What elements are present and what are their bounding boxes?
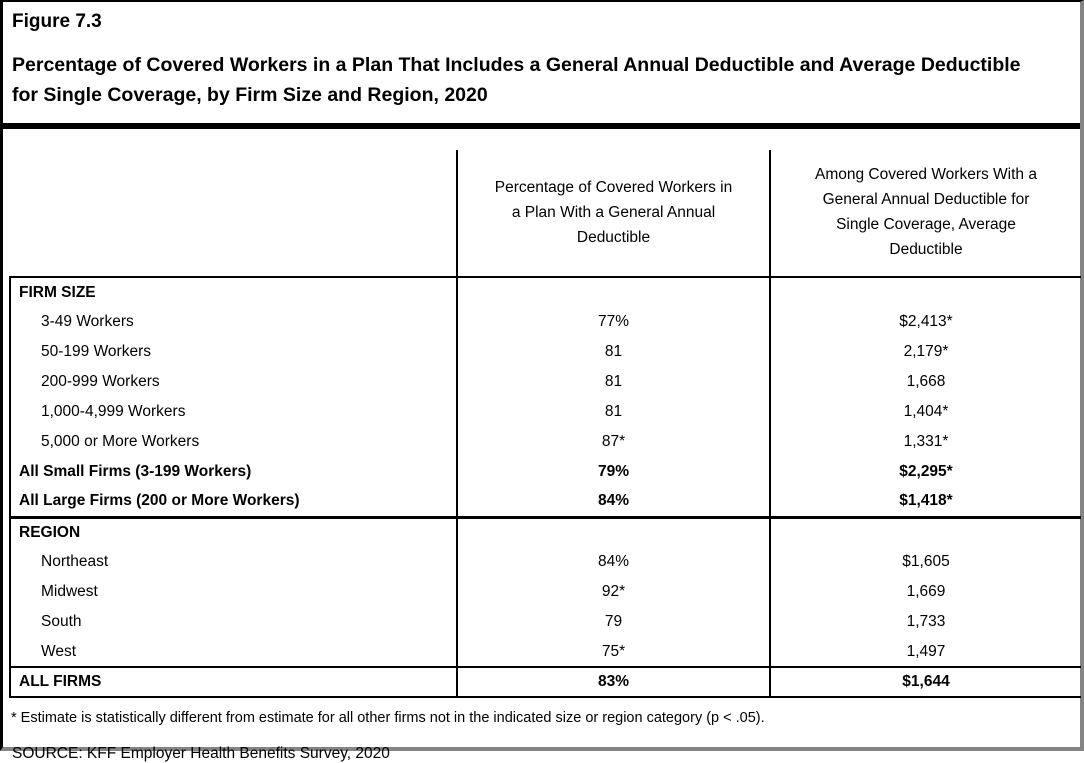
pct-value bbox=[457, 277, 770, 307]
row-label: 1,000-4,999 Workers bbox=[10, 397, 457, 427]
avg-value: 1,733 bbox=[770, 607, 1081, 637]
pct-value: 75* bbox=[457, 637, 770, 667]
avg-value: 1,404* bbox=[770, 397, 1081, 427]
avg-value: $2,413* bbox=[770, 307, 1081, 337]
pct-value: 79% bbox=[457, 457, 770, 487]
avg-value bbox=[770, 517, 1081, 547]
table-row-50-199-workers bbox=[10, 337, 1081, 367]
table-body bbox=[10, 277, 1081, 697]
table-row-200-999-workers bbox=[10, 367, 1081, 397]
title-block bbox=[3, 2, 1080, 110]
row-label: All Large Firms (200 or More Workers) bbox=[10, 487, 457, 517]
pct-value: 81 bbox=[457, 367, 770, 397]
pct-value: 87* bbox=[457, 427, 770, 457]
statistical-footnote: * Estimate is statistically different from estimate for all other firms not in the indicated size or region category (p < .05). bbox=[11, 710, 765, 726]
figure-title: Percentage of Covered Workers in a Plan That Includes a General Annual Deductible and Average Deductible for Single Coverage, by Firm Size and Region, 2020 bbox=[12, 54, 1021, 106]
deductible-table bbox=[9, 150, 1081, 698]
table-row-west bbox=[10, 637, 1081, 667]
row-label: ALL FIRMS bbox=[10, 667, 457, 697]
figure-number: Figure 7.3 bbox=[12, 11, 102, 32]
row-label: 200-999 Workers bbox=[10, 367, 457, 397]
pct-value: 84% bbox=[457, 547, 770, 577]
pct-value: 92* bbox=[457, 577, 770, 607]
header-category-cell bbox=[10, 150, 457, 277]
table-row-midwest bbox=[10, 577, 1081, 607]
table-row-all-small-firms bbox=[10, 457, 1081, 487]
row-label: REGION bbox=[10, 517, 457, 547]
row-label: West bbox=[10, 637, 457, 667]
table-header bbox=[10, 150, 1081, 277]
avg-value: 1,497 bbox=[770, 637, 1081, 667]
row-label: Northeast bbox=[10, 547, 457, 577]
table-row-all-firms bbox=[10, 667, 1081, 697]
avg-value: 1,668 bbox=[770, 367, 1081, 397]
table-row-region bbox=[10, 517, 1081, 547]
header-pct-cell: Percentage of Covered Workers in a Plan With a General Annual Deductible bbox=[457, 150, 770, 277]
title-divider-rule bbox=[3, 123, 1080, 129]
row-label: 5,000 or More Workers bbox=[10, 427, 457, 457]
table-row-firm-size bbox=[10, 277, 1081, 307]
table-row-all-large-firms bbox=[10, 487, 1081, 517]
row-label: Midwest bbox=[10, 577, 457, 607]
avg-value: 2,179* bbox=[770, 337, 1081, 367]
header-row bbox=[10, 150, 1081, 277]
avg-value: 1,331* bbox=[770, 427, 1081, 457]
row-label: South bbox=[10, 607, 457, 637]
table-row-northeast bbox=[10, 547, 1081, 577]
row-label: All Small Firms (3-199 Workers) bbox=[10, 457, 457, 487]
table-row-1000-4999-workers bbox=[10, 397, 1081, 427]
pct-value bbox=[457, 517, 770, 547]
avg-value: 1,669 bbox=[770, 577, 1081, 607]
table-row-south bbox=[10, 607, 1081, 637]
pct-value: 77% bbox=[457, 307, 770, 337]
avg-value bbox=[770, 277, 1081, 307]
pct-value: 83% bbox=[457, 667, 770, 697]
pct-value: 84% bbox=[457, 487, 770, 517]
row-label: 3-49 Workers bbox=[10, 307, 457, 337]
pct-value: 79 bbox=[457, 607, 770, 637]
pct-value: 81 bbox=[457, 337, 770, 367]
table-row-3-49-workers bbox=[10, 307, 1081, 337]
table-row-5000-or-more-workers bbox=[10, 427, 1081, 457]
pct-value: 81 bbox=[457, 397, 770, 427]
row-label: 50-199 Workers bbox=[10, 337, 457, 367]
source-citation: SOURCE: KFF Employer Health Benefits Survey, 2020 bbox=[12, 745, 390, 762]
row-label: FIRM SIZE bbox=[10, 277, 457, 307]
avg-value: $1,418* bbox=[770, 487, 1081, 517]
avg-value: $1,644 bbox=[770, 667, 1081, 697]
header-avg-cell: Among Covered Workers With a General Annual Deductible for Single Coverage, Average Deductible bbox=[770, 150, 1081, 277]
avg-value: $2,295* bbox=[770, 457, 1081, 487]
avg-value: $1,605 bbox=[770, 547, 1081, 577]
